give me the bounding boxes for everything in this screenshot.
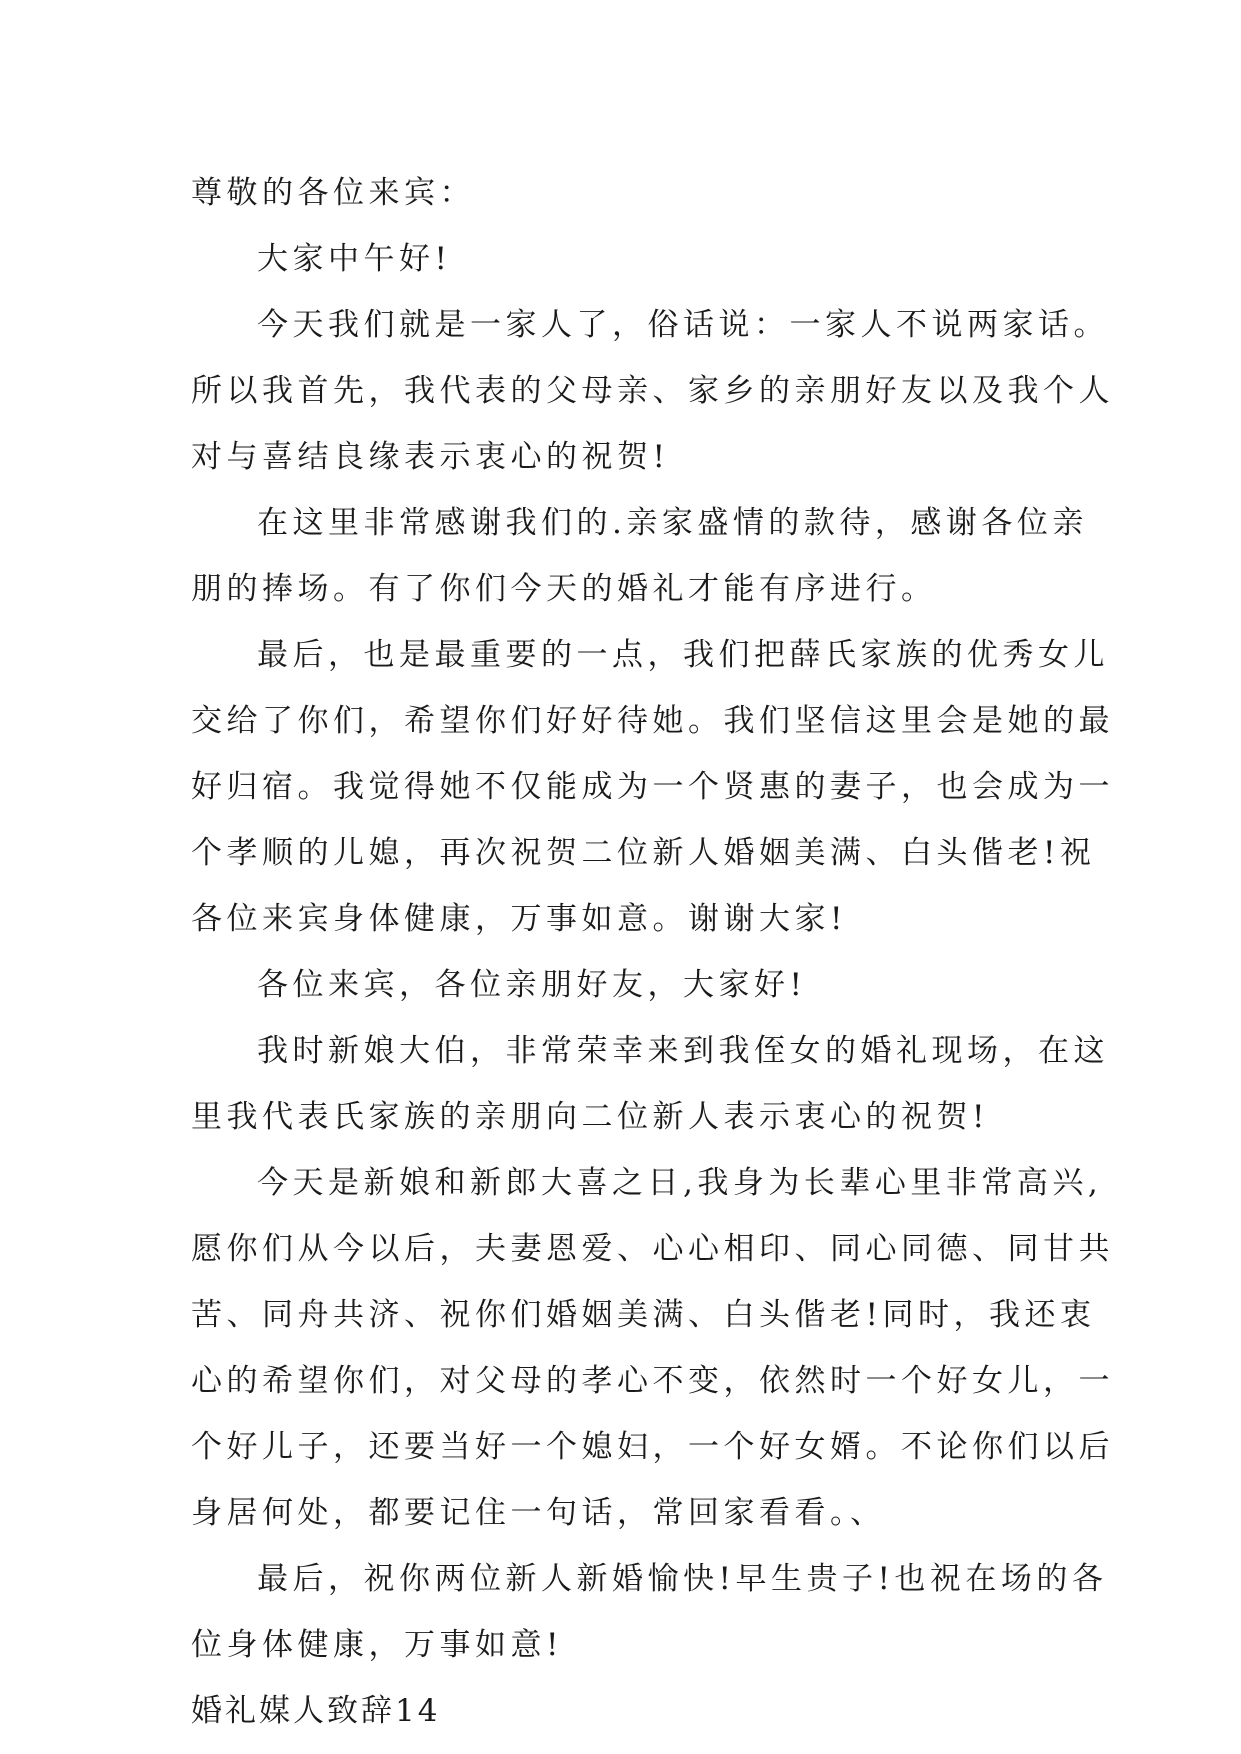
paragraph-line: 朋的捧场。有了你们今天的婚礼才能有序进行。 (191, 571, 937, 607)
section-heading: 婚礼媒人致辞14 (191, 1693, 441, 1729)
salutation-line: 尊敬的各位来宾： (191, 175, 475, 211)
paragraph-line: 交给了你们，希望你们好好待她。我们坚信这里会是她的最 (191, 703, 1114, 739)
paragraph-line: 在这里非常感谢我们的.亲家盛情的款待，感谢各位亲 (257, 505, 1088, 541)
paragraph-line: 最后，也是最重要的一点，我们把薛氏家族的优秀女儿 (257, 637, 1109, 673)
paragraph-line: 心的希望你们，对父母的孝心不变，依然时一个好女儿，一 (191, 1363, 1114, 1399)
paragraph-line: 所以我首先，我代表的父母亲、家乡的亲朋好友以及我个人 (191, 373, 1114, 409)
paragraph-line: 今天是新娘和新郎大喜之日,我身为长辈心里非常高兴, (257, 1165, 1103, 1201)
paragraph-line: 个好儿子，还要当好一个媳妇，一个好女婿。不论你们以后 (191, 1429, 1114, 1465)
paragraph-line: 各位来宾，各位亲朋好友，大家好! (257, 967, 807, 1003)
paragraph-line: 我时新娘大伯，非常荣幸来到我侄女的婚礼现场，在这 (257, 1033, 1109, 1069)
paragraph-line: 身居何处，都要记住一句话，常回家看看。、 (191, 1495, 886, 1531)
document-body (191, 160, 1114, 1744)
paragraph-line: 苦、同舟共济、祝你们婚姻美满、白头偕老!同时，我还衷 (191, 1297, 1096, 1333)
paragraph-line: 个孝顺的儿媳，再次祝贺二位新人婚姻美满、白头偕老!祝 (191, 835, 1096, 871)
paragraph-line: 位身体健康，万事如意! (191, 1627, 563, 1663)
paragraph-line: 对与喜结良缘表示衷心的祝贺! (191, 439, 670, 475)
paragraph-line: 好归宿。我觉得她不仅能成为一个贤惠的妻子，也会成为一 (191, 769, 1114, 805)
paragraph-line: 愿你们从今以后，夫妻恩爱、心心相印、同心同德、同甘共 (191, 1231, 1114, 1267)
paragraph-line: 各位来宾身体健康，万事如意。谢谢大家! (191, 901, 847, 937)
paragraph-line: 大家中午好! (257, 241, 452, 277)
paragraph-line: 今天我们就是一家人了，俗话说：一家人不说两家话。 (257, 307, 1109, 343)
paragraph-line: 最后，祝你两位新人新婚愉快!早生贵子!也祝在场的各 (257, 1561, 1108, 1597)
paragraph-line: 里我代表氏家族的亲朋向二位新人表示衷心的祝贺! (191, 1099, 989, 1135)
